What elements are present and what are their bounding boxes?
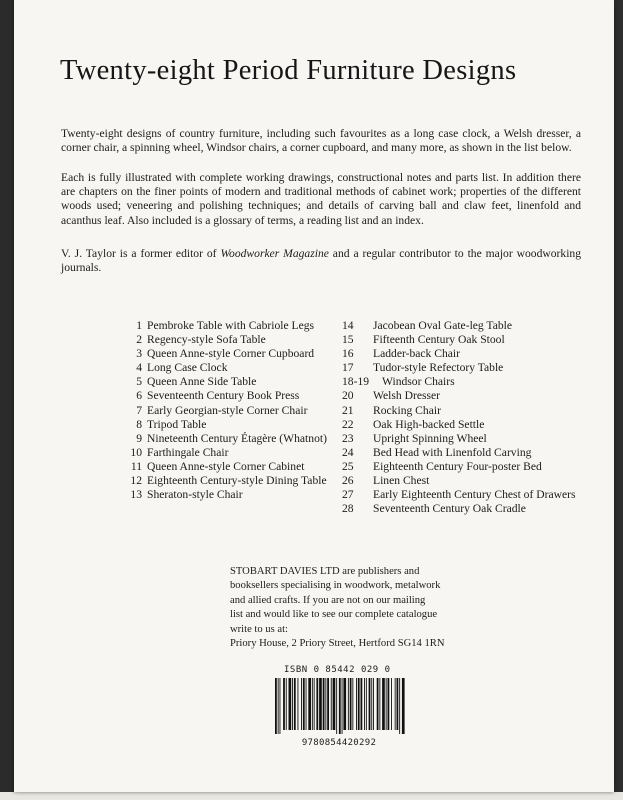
design-name: Nineteenth Century Étagère (Whatnot) xyxy=(147,431,327,445)
barcode-bar xyxy=(402,678,405,734)
design-list-item xyxy=(342,446,582,460)
design-number: 5 xyxy=(136,375,142,389)
design-name: Oak High-backed Settle xyxy=(373,417,485,431)
back-cover-page xyxy=(14,0,614,792)
design-number: 22 xyxy=(342,417,354,431)
barcode-bar xyxy=(278,678,279,734)
barcode-bar xyxy=(339,678,341,734)
design-number: 17 xyxy=(342,361,354,375)
barcode-bar xyxy=(348,678,349,730)
publisher-line: and allied crafts. If you are not on our mailing xyxy=(230,594,426,606)
barcode-bar xyxy=(356,678,357,730)
design-list-item xyxy=(342,474,582,488)
design-name: Early Georgian-style Corner Chair xyxy=(147,403,308,417)
contents-paragraph: Each is fully illustrated with complete working drawings, constructional notes and parts list. In addition there are chapters on the finer points of modern and traditional methods of cabinet work; properties of the different woods used; veneering and polishing techniques; and details of carving ball and claw feet, linenfold and acanthus leaf. Also included is a glossary of terms, a reading list and an index. xyxy=(61,171,581,227)
author-text-start: V. J. Taylor is a former editor of xyxy=(61,247,221,260)
design-number: 12 xyxy=(130,474,142,488)
publisher-line: STOBART DAVIES LTD are publishers and xyxy=(230,566,420,577)
design-name: Upright Spinning Wheel xyxy=(373,431,487,445)
design-number: 14 xyxy=(342,319,354,332)
design-number: 21 xyxy=(342,403,354,417)
design-list-item xyxy=(128,432,338,446)
publisher-line: booksellers specialising in woodwork, metalwork xyxy=(230,580,441,592)
design-number: 18-19 xyxy=(342,375,370,389)
barcode-number: 9780854420292 xyxy=(301,738,377,748)
barcode-bar xyxy=(306,678,307,730)
design-name: Queen Anne Side Table xyxy=(147,375,257,389)
design-number: 24 xyxy=(342,445,354,459)
design-name: Fifteenth Century Oak Stool xyxy=(373,333,505,347)
design-number: 23 xyxy=(342,431,354,445)
barcode-bar xyxy=(350,678,352,730)
design-list-item xyxy=(342,361,582,375)
book-title: Twenty-eight Period Furniture Designs xyxy=(60,55,517,86)
design-list-item xyxy=(342,319,582,333)
design-list-item xyxy=(342,375,582,389)
barcode-bar xyxy=(343,678,346,730)
barcode-bar xyxy=(325,678,326,730)
design-number: 11 xyxy=(130,459,142,473)
design-name: Linen Chest xyxy=(373,474,430,488)
publisher-line: Priory House, 2 Priory Street, Hertford SG14 1RN xyxy=(230,638,445,650)
design-name: Seventeenth Century Book Press xyxy=(147,389,300,403)
barcode-bar xyxy=(289,678,292,730)
barcode-bar xyxy=(308,678,311,730)
barcode-bar xyxy=(397,678,399,730)
barcode-bar xyxy=(314,678,315,730)
barcode-bar xyxy=(333,678,336,730)
design-name: Welsh Dresser xyxy=(373,389,440,403)
barcode-bar xyxy=(286,678,287,730)
design-name: Long Case Clock xyxy=(147,361,228,375)
design-name: Eighteenth Century Four-poster Bed xyxy=(373,459,542,473)
publisher-line: write to us at: xyxy=(230,623,288,635)
design-number: 15 xyxy=(342,333,354,347)
design-list-item xyxy=(128,460,338,474)
barcode-image xyxy=(272,678,406,734)
design-list-item xyxy=(128,488,338,502)
barcode-bar xyxy=(371,678,372,730)
author-paragraph xyxy=(61,247,581,275)
design-list-item xyxy=(128,389,338,403)
isbn-label: ISBN 0 85442 029 0 xyxy=(284,665,391,675)
barcode-bar xyxy=(331,678,332,730)
barcode-bar xyxy=(361,678,363,730)
author-text-end: and a regular contributor to the major woodworking journals. xyxy=(61,247,582,275)
barcode-bar xyxy=(312,678,313,730)
barcode-bar xyxy=(294,678,296,730)
barcode-bar xyxy=(292,678,293,730)
design-name: Bed Head with Linenfold Carving xyxy=(373,445,532,459)
design-number: 8 xyxy=(136,417,142,431)
barcode-bar xyxy=(303,678,305,730)
barcode-bar xyxy=(379,678,380,730)
barcode-bar xyxy=(358,678,360,730)
design-list-item xyxy=(342,460,582,474)
design-list-item xyxy=(342,432,582,446)
design-number: 6 xyxy=(136,389,142,403)
design-list-item xyxy=(342,502,582,516)
design-number: 9 xyxy=(136,431,142,445)
design-name: Farthingale Chair xyxy=(147,445,229,459)
magazine-name: Woodworker Magazine xyxy=(220,247,329,260)
design-number: 2 xyxy=(136,333,142,347)
design-number: 25 xyxy=(342,459,354,473)
barcode-bar xyxy=(327,678,329,730)
design-name: Tripod Table xyxy=(147,417,207,431)
design-list-item xyxy=(128,347,338,361)
design-list-item xyxy=(128,404,338,418)
design-name: Eighteenth Century-style Dining Table xyxy=(147,474,327,488)
design-number: 28 xyxy=(342,502,354,516)
publisher-line: list and would like to see our complete catalogue xyxy=(230,609,438,621)
design-name: Early Eighteenth Century Chest of Drawers xyxy=(373,488,576,502)
design-name: Queen Anne-style Corner Cupboard xyxy=(147,347,315,361)
barcode-bar xyxy=(388,678,390,730)
barcode-bar xyxy=(336,678,337,734)
scan-edge-right xyxy=(614,0,623,800)
design-name: Windsor Chairs xyxy=(382,375,455,389)
design-list-item xyxy=(342,404,582,418)
design-list-item xyxy=(128,361,338,375)
design-number: 3 xyxy=(136,347,142,361)
barcode-bar xyxy=(366,678,367,730)
design-list-item xyxy=(342,389,582,403)
barcode-bar xyxy=(391,678,392,730)
barcode-bar xyxy=(319,678,322,730)
design-list-item xyxy=(342,333,582,347)
barcode-bar xyxy=(283,678,285,730)
design-number: 27 xyxy=(342,488,354,502)
publisher-notice xyxy=(230,565,500,651)
description-paragraph: Twenty-eight designs of country furniture, including such favourites as a long case clock, a Welsh dresser, a corner chair, a spinning wheel, Windsor chairs, a corner cupboard, and many more, as shown in the list below. xyxy=(61,127,581,155)
barcode-bar xyxy=(275,678,277,734)
barcode-bar xyxy=(395,678,396,730)
scan-edge-left xyxy=(0,0,14,800)
design-number: 13 xyxy=(130,488,142,502)
design-number: 16 xyxy=(342,347,354,361)
barcode-bar xyxy=(369,678,371,730)
scan-edge-bottom xyxy=(0,792,623,800)
design-name: Queen Anne-style Corner Cabinet xyxy=(147,459,305,473)
barcode-bar xyxy=(364,678,365,730)
designs-list-right xyxy=(342,319,582,516)
barcode-bar xyxy=(352,678,353,730)
barcode-bar xyxy=(386,678,387,730)
design-list-item xyxy=(128,333,338,347)
barcode-bar xyxy=(301,678,302,730)
barcode-bar xyxy=(316,678,318,730)
design-list-item xyxy=(342,347,582,361)
barcode-bar xyxy=(323,678,325,730)
barcode-bar xyxy=(298,678,299,730)
barcode-bar xyxy=(399,678,400,734)
design-number: 7 xyxy=(136,403,142,417)
barcode-bar xyxy=(280,678,281,734)
design-name: Ladder-back Chair xyxy=(373,347,460,361)
design-name: Regency-style Sofa Table xyxy=(147,333,266,347)
design-number: 20 xyxy=(342,389,354,403)
barcode-bar xyxy=(342,678,343,734)
design-number: 4 xyxy=(136,361,142,375)
barcode-bar xyxy=(377,678,379,730)
barcode-bar xyxy=(382,678,385,730)
design-list-item xyxy=(128,446,338,460)
design-name: Pembroke Table with Cabriole Legs xyxy=(147,319,315,332)
design-list-item xyxy=(128,418,338,432)
design-list-item xyxy=(128,375,338,389)
design-name: Tudor-style Refectory Table xyxy=(373,361,504,375)
design-list-item xyxy=(342,488,582,502)
design-name: Jacobean Oval Gate-leg Table xyxy=(373,319,512,332)
design-list-item xyxy=(128,319,338,333)
design-list-item xyxy=(128,474,338,488)
designs-list-left xyxy=(128,319,338,502)
design-name: Sheraton-style Chair xyxy=(147,488,243,502)
design-name: Seventeenth Century Oak Cradle xyxy=(373,502,526,516)
design-number: 26 xyxy=(342,474,354,488)
design-list-item xyxy=(342,418,582,432)
design-number: 1 xyxy=(136,319,142,332)
design-name: Rocking Chair xyxy=(373,403,441,417)
barcode-bar xyxy=(373,678,374,730)
design-number: 10 xyxy=(130,445,142,459)
